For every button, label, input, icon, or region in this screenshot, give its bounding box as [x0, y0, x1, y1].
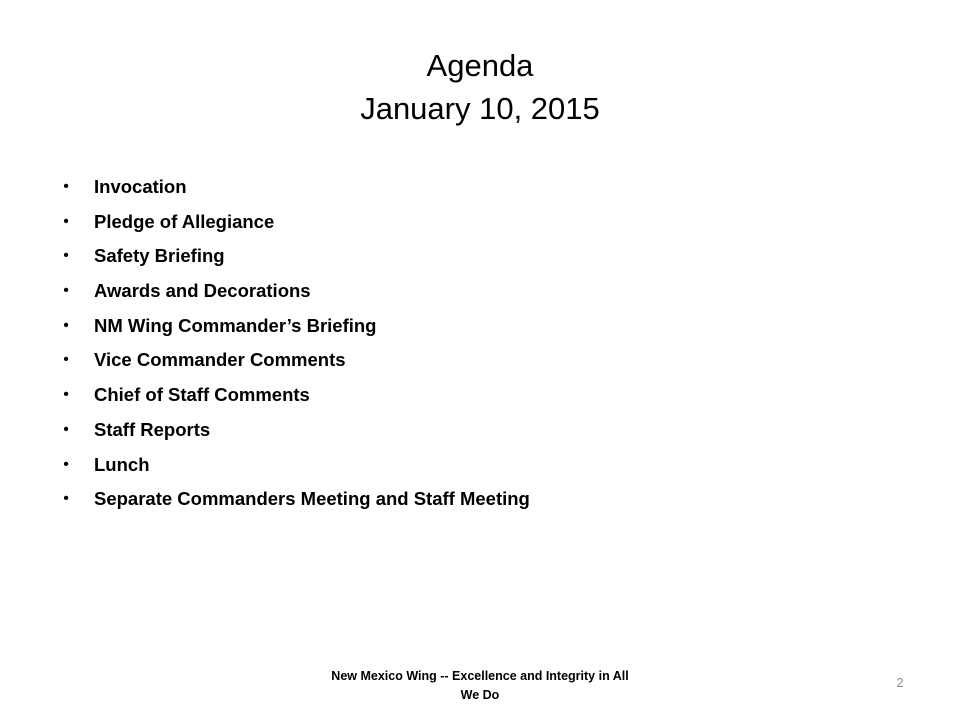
- bullet-icon: •: [63, 247, 69, 265]
- list-item: [60, 378, 920, 413]
- agenda-item-safety: Safety Briefing: [94, 245, 225, 267]
- list-item: [60, 170, 920, 205]
- agenda-item-commander-briefing: NM Wing Commander’s Briefing: [94, 314, 377, 336]
- agenda-item-invocation: Invocation: [94, 176, 187, 197]
- agenda-item-separate-meetings: Separate Commanders Meeting and Staff Meeting: [94, 488, 530, 510]
- agenda-item-vice-commander: Vice Commander Comments: [94, 349, 346, 371]
- list-item: [60, 309, 920, 344]
- agenda-item-chief-of-staff: Chief of Staff Comments: [94, 384, 310, 406]
- bullet-icon: •: [63, 420, 69, 438]
- title-date: January 10, 2015: [360, 91, 600, 126]
- bullet-icon: •: [63, 386, 69, 404]
- list-item: [60, 482, 920, 517]
- bullet-icon: •: [63, 212, 69, 230]
- agenda-item-staff-reports: Staff Reports: [94, 418, 211, 440]
- list-item: [60, 239, 920, 274]
- agenda-item-lunch: Lunch: [94, 453, 150, 475]
- title-agenda: Agenda: [426, 48, 534, 83]
- agenda-item-pledge: Pledge of Allegiance: [94, 210, 275, 232]
- page-number: 2: [896, 676, 904, 690]
- agenda-list: [60, 170, 920, 517]
- bullet-icon: •: [63, 455, 69, 473]
- bullet-icon: •: [63, 490, 69, 508]
- bullet-icon: •: [63, 178, 69, 195]
- agenda-item-awards: Awards and Decorations: [94, 280, 311, 302]
- bullet-icon: •: [63, 316, 69, 334]
- slide-title: [0, 44, 960, 130]
- slide-footer: New Mexico Wing -- Excellence and Integrity in All We Do: [331, 669, 629, 702]
- list-item: [60, 343, 920, 378]
- list-item: [60, 413, 920, 448]
- list-item: [60, 274, 920, 309]
- list-item: [60, 205, 920, 240]
- bullet-icon: •: [63, 351, 69, 369]
- bullet-icon: •: [63, 282, 69, 300]
- list-item: [60, 448, 920, 483]
